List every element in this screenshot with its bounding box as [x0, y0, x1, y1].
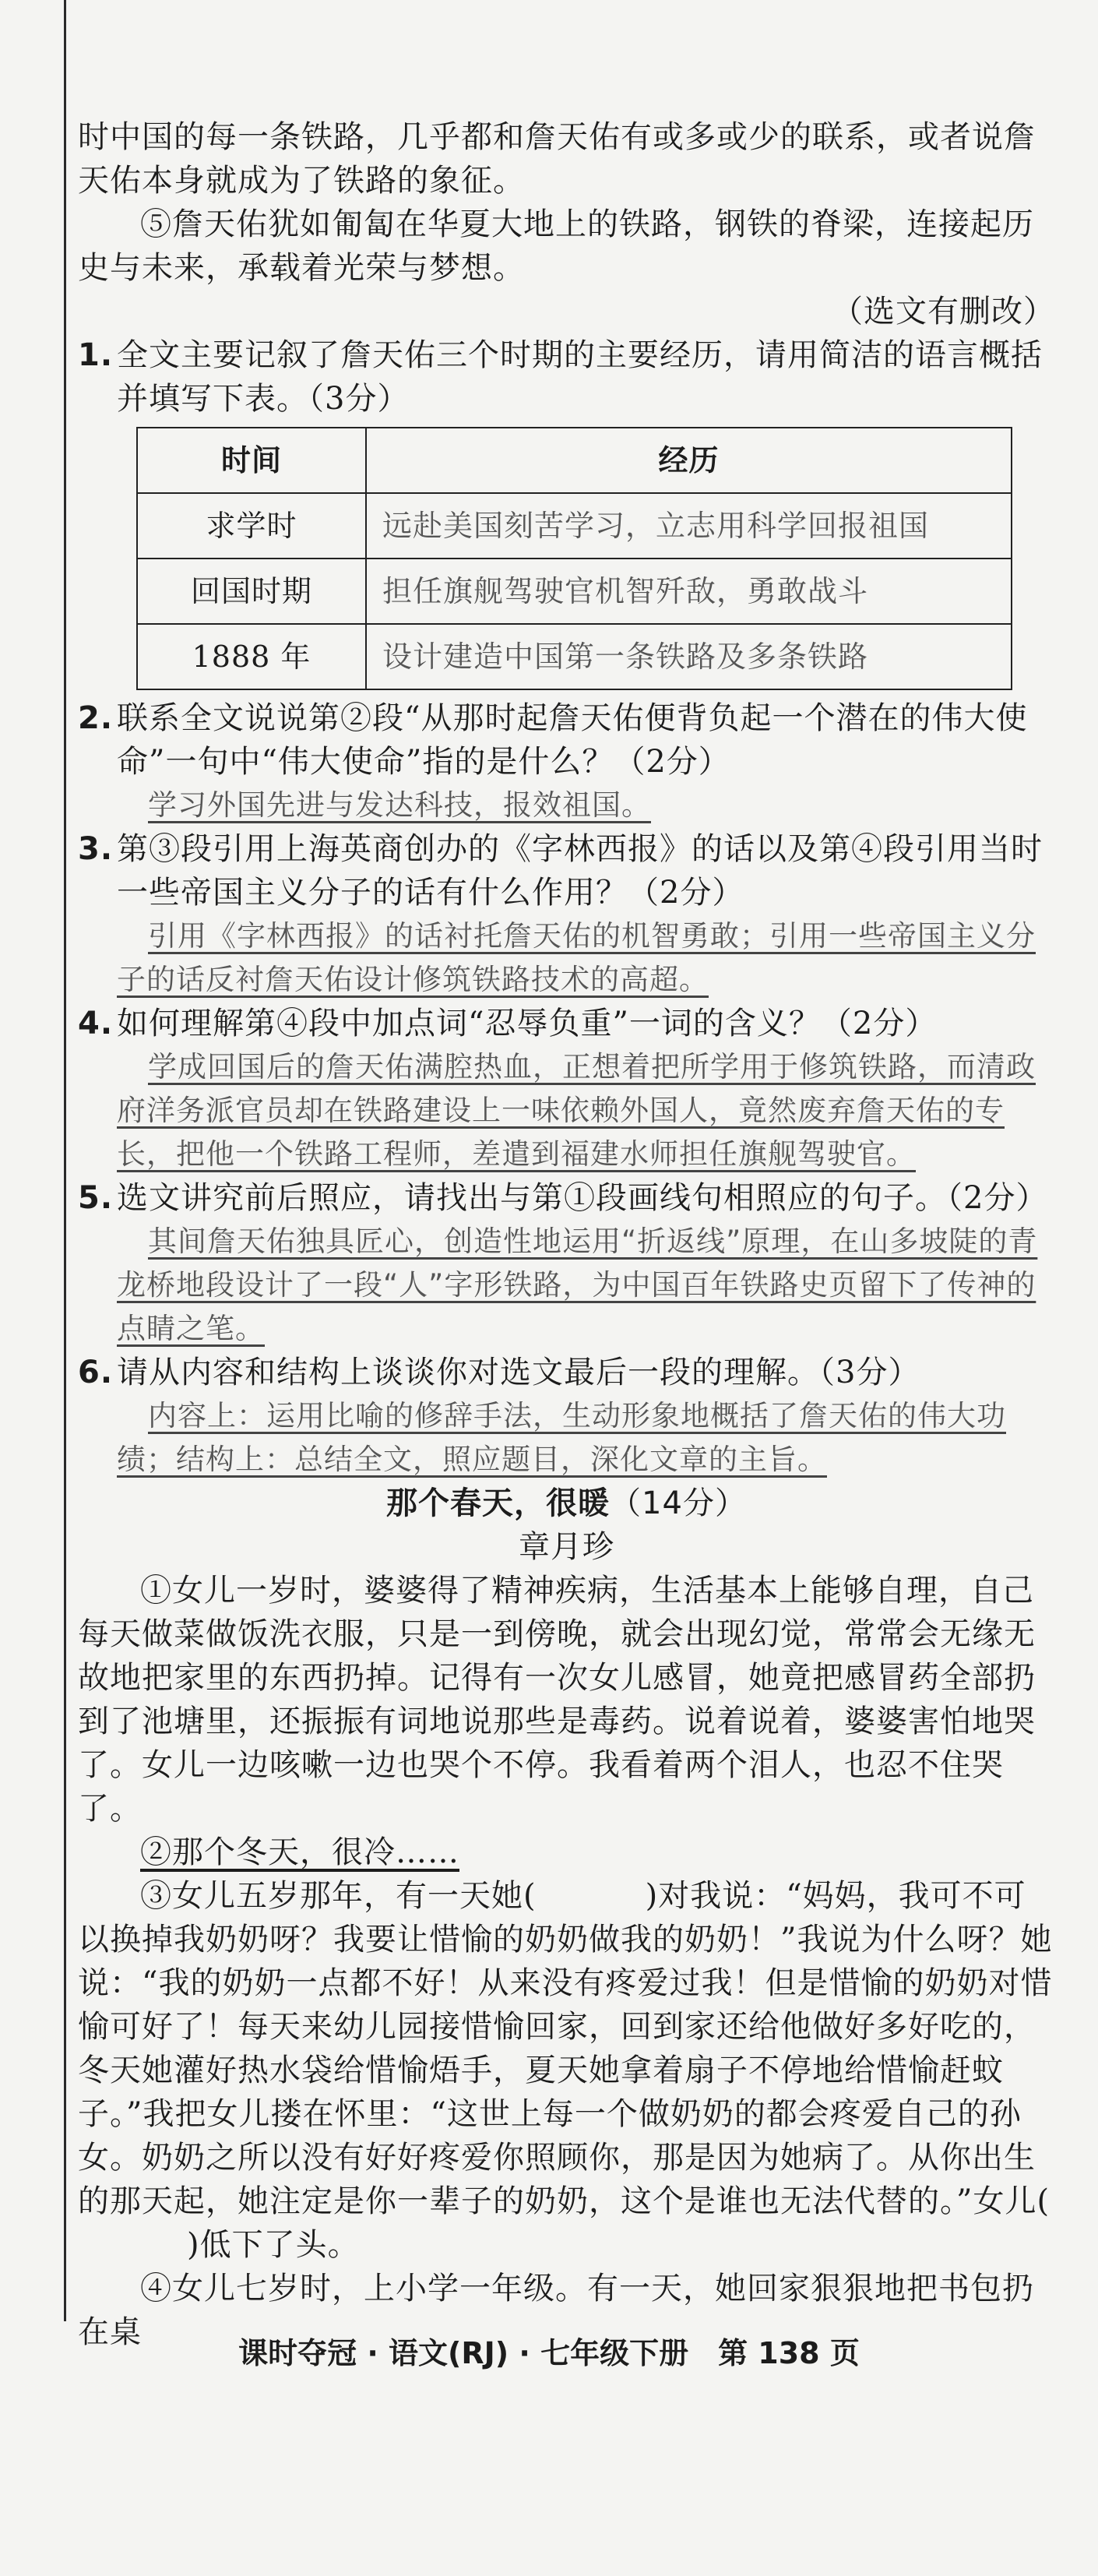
article-paragraph: ①女儿一岁时，婆婆得了精神疾病，生活基本上能够自理，自己每天做菜做饭洗衣服，只是一到傍晚，就会出现幻觉，常常会无缘无故地把家里的东西扔掉。记得有一次女儿感冒，她竟把感冒药全部扔到了池塘里，还振振有词地说那些是毒药。说着说着，婆婆害怕地哭了。女儿一边咳嗽一边也哭个不停。我看着两个泪人，也忍不住哭了。: [78, 1573, 1036, 1827]
handwritten-answer: 其间詹天佑独具匠心，创造性地运用“折返线”原理，在山多坡陡的青龙桥地段设计了一段“人”字形铁路，为中国百年铁路史页留下了传神的点睛之笔。: [117, 1225, 1038, 1345]
page-content: [78, 115, 1055, 2354]
article-author: 章月珍: [519, 1529, 614, 1565]
question-text: 如何理解第④段中加点词“忍辱负重”一词的含义？（2分）: [117, 1006, 938, 1041]
question-number: 2.: [78, 700, 114, 736]
article-score: （14分）: [610, 1485, 747, 1521]
table-cell-time: 1888 年: [137, 624, 366, 689]
question-6: [78, 1351, 1055, 1394]
source-note: （选文有删改）: [832, 294, 1055, 329]
table-header-row: [137, 428, 1012, 493]
article-paragraph: [78, 1874, 1055, 2267]
question-number: 3.: [78, 831, 114, 867]
question-text: 全文主要记叙了詹天佑三个时期的主要经历，请用简洁的语言概括并填写下表。（3分）: [117, 337, 1043, 417]
question-text: 联系全文说说第②段“从那时起詹天佑便背负起一个潜在的伟大使命”一句中“伟大使命”指的是什么？（2分）: [117, 700, 1028, 780]
question-5: [78, 1176, 1055, 1220]
article-paragraph: [78, 1831, 1055, 1874]
question-3: [78, 827, 1055, 914]
table-row: [137, 559, 1012, 624]
paragraph-part: )对我说：“妈妈，我可不可以换掉我奶奶呀？我要让惜愉的奶奶做我的奶奶！”我说为什么呀？她说：“我的奶奶一点都不好！从来没有疼爱过我！但是惜愉的奶奶对惜愉可好了！每天来幼儿园接惜愉回家，回到家还给他做好多好吃的，冬天她灌好热水袋给惜愉焐手，夏天她拿着扇子不停地给惜愉赶蚊子。”我把女儿搂在怀里：“这世上每一个做奶奶的都会疼爱自己的孙女。奶奶之所以没有好好疼爱你照顾你，那是因为她病了。从你出生的那天起，她注定是你一辈子的奶奶，这个是谁也无法代替的。”女儿(: [78, 1878, 1053, 2219]
handwritten-answer: 引用《字林西报》的话衬托詹天佑的机智勇敢；引用一些帝国主义分子的话反衬詹天佑设计修筑铁路技术的高超。: [117, 919, 1036, 996]
table-header: 时间: [137, 428, 366, 493]
handwritten-answer: 学成回国后的詹天佑满腔热血，正想着把所学用于修筑铁路，而清政府洋务派官员却在铁路建设上一味依赖外国人，竟然废弃詹天佑的专长，把他一个铁路工程师，差遣到福建水师担任旗舰驾驶官。: [117, 1050, 1036, 1171]
passage-paragraph: ⑤詹天佑犹如匍匐在华夏大地上的铁路，钢铁的脊梁，连接起历史与未来，承载着光荣与梦想。: [78, 206, 1034, 286]
table-cell-time: 回国时期: [137, 559, 366, 624]
experience-table: [136, 427, 1012, 690]
question-number: 5.: [78, 1180, 114, 1216]
paragraph-part: )低下了头。: [187, 2227, 360, 2263]
article-title-text: 那个春天，很暖: [386, 1485, 611, 1521]
question-2: [78, 696, 1055, 784]
page-footer: 课时夺冠 · 语文(RJ) · 七年级下册 第 138 页: [238, 2336, 860, 2370]
table-cell-time: 求学时: [137, 493, 366, 559]
question-text: 选文讲究前后照应，请找出与第①段画线句相照应的句子。（2分）: [117, 1180, 1048, 1216]
question-number: 6.: [78, 1355, 114, 1390]
table-row: [137, 493, 1012, 559]
article-title: [78, 1482, 1055, 1525]
table-row: [137, 624, 1012, 689]
question-1: [78, 333, 1055, 421]
question-4: [78, 1002, 1055, 1045]
question-number: 4.: [78, 1006, 114, 1041]
table-header: 经历: [366, 428, 1012, 493]
table-cell-answer: 远赴美国刻苦学习，立志用科学回报祖国: [366, 493, 1012, 559]
paragraph-part: ③女儿五岁那年，有一天她(: [140, 1878, 537, 1914]
question-text: 请从内容和结构上谈谈你对选文最后一段的理解。（3分）: [117, 1355, 920, 1390]
handwritten-answer: 内容上：运用比喻的修辞手法，生动形象地概括了詹天佑的伟大功绩；结构上：总结全文，照应题目，深化文章的主旨。: [117, 1399, 1006, 1476]
passage-paragraph: 时中国的每一条铁路，几乎都和詹天佑有或多或少的联系，或者说詹天佑本身就成为了铁路的象征。: [78, 119, 1036, 199]
article-paragraph: ④女儿七岁时，上小学一年级。有一天，她回家狠狠地把书包扔在桌: [78, 2271, 1034, 2350]
question-text: 第③段引用上海英商创办的《字林西报》的话以及第④段引用当时一些帝国主义分子的话有什么作用？（2分）: [117, 831, 1043, 911]
handwritten-answer: 学习外国先进与发达科技，报效祖国。: [148, 788, 651, 822]
question-number: 1.: [78, 337, 114, 373]
table-cell-answer: 设计建造中国第一条铁路及多条铁路: [366, 624, 1012, 689]
table-cell-answer: 担任旗舰驾驶官机智歼敌，勇敢战斗: [366, 559, 1012, 624]
margin-line: [64, 0, 66, 2321]
underlined-sentence: ②那个冬天，很冷……: [140, 1834, 459, 1870]
